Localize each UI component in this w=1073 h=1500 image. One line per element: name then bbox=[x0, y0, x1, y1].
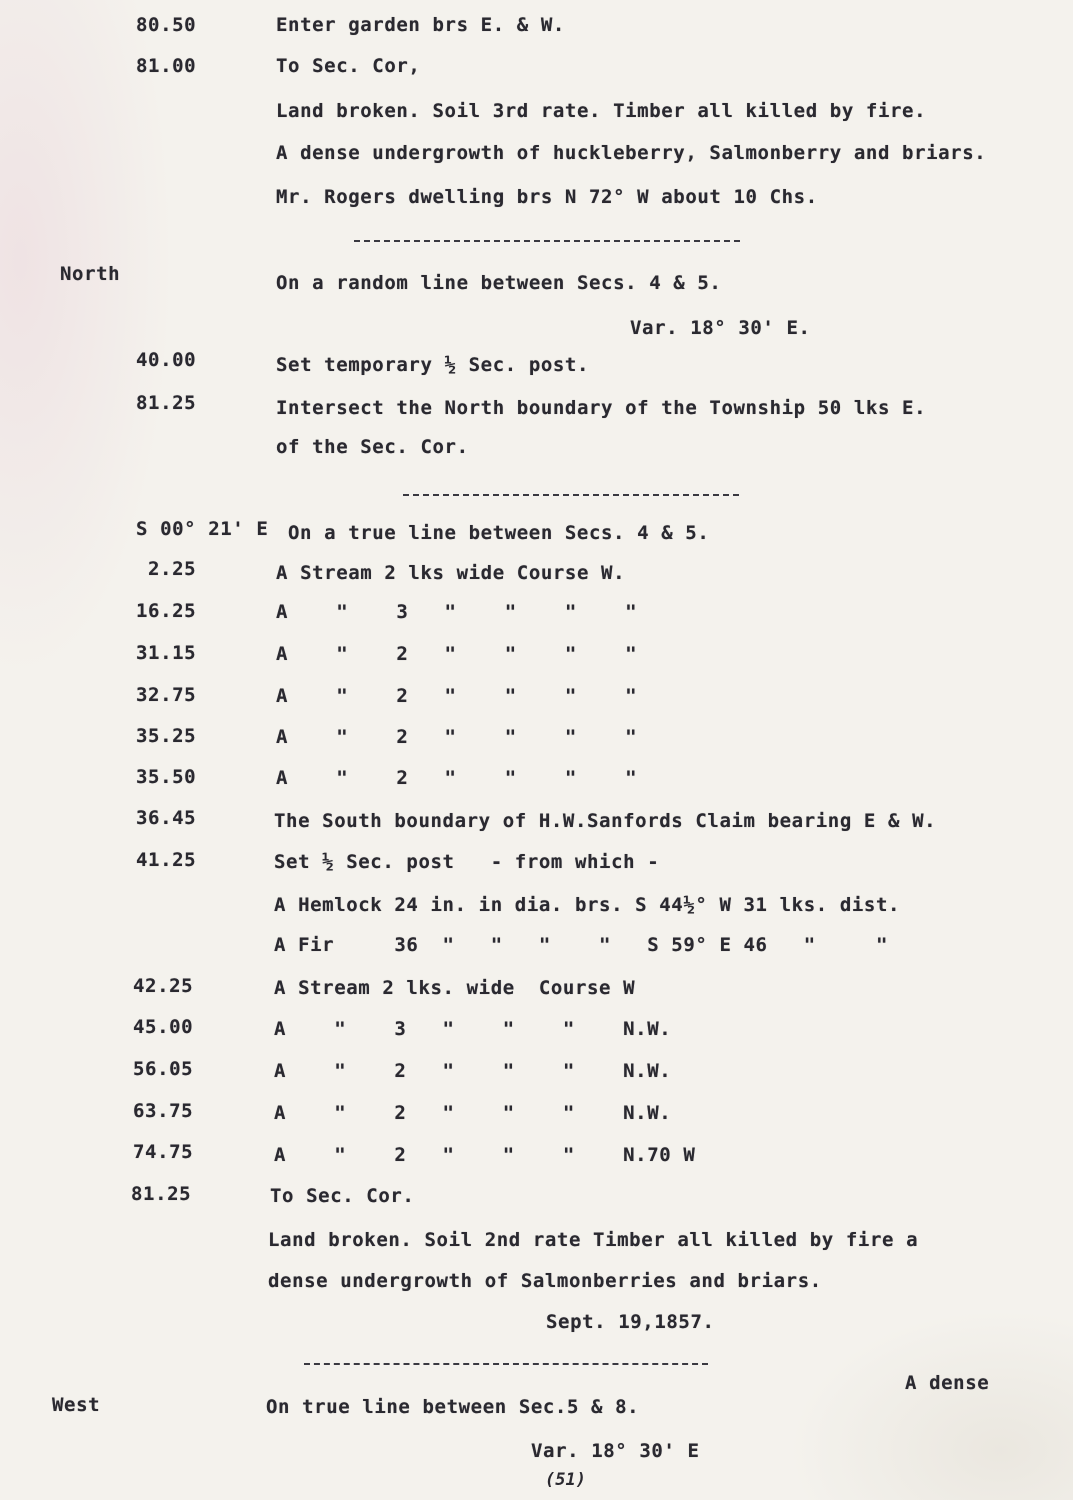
note-stream-4: A " 2 " " " " bbox=[276, 685, 638, 707]
distance-81-25-b: 81.25 bbox=[131, 1183, 192, 1205]
note-stream-6: A " 2 " " " " bbox=[276, 767, 638, 789]
divider-2 bbox=[403, 494, 739, 496]
note-undergrowth-2: dense undergrowth of Salmonberries and briars. bbox=[268, 1270, 822, 1292]
direction-west: West bbox=[52, 1394, 101, 1416]
note-land-broken-2: Land broken. Soil 2nd rate Timber all killed by fire a bbox=[268, 1229, 919, 1251]
direction-north: North bbox=[60, 263, 121, 285]
page-number: (51) bbox=[545, 1470, 586, 1490]
distance-81-25-a: 81.25 bbox=[136, 392, 197, 414]
divider-1 bbox=[354, 240, 740, 242]
note-a-dense: A dense bbox=[905, 1372, 990, 1394]
distance-41-25: 41.25 bbox=[136, 849, 197, 871]
variation-1: Var. 18° 30' E. bbox=[630, 317, 811, 339]
divider-3 bbox=[304, 1363, 708, 1365]
note-sanfords-claim: The South boundary of H.W.Sanfords Claim bearing E & W. bbox=[274, 810, 937, 832]
date-sept-19-1857: Sept. 19,1857. bbox=[546, 1311, 715, 1333]
distance-74-75: 74.75 bbox=[133, 1141, 194, 1163]
note-true-line-5-8: On true line between Sec.5 & 8. bbox=[266, 1396, 640, 1418]
note-intersect-boundary: Intersect the North boundary of the Township 50 lks E. bbox=[276, 397, 927, 419]
note-set-half-sec-post: Set ½ Sec. post - from which - bbox=[274, 851, 660, 873]
note-stream-5: A " 2 " " " " bbox=[276, 726, 638, 748]
distance-16-25: 16.25 bbox=[136, 600, 197, 622]
note-to-sec-cor: To Sec. Cor, bbox=[276, 55, 421, 77]
distance-32-75: 32.75 bbox=[136, 684, 197, 706]
note-stream-11: A " 2 " " " N.70 W bbox=[274, 1144, 696, 1166]
distance-2-25: 2.25 bbox=[148, 558, 197, 580]
note-stream-3: A " 2 " " " " bbox=[276, 643, 638, 665]
distance-35-25: 35.25 bbox=[136, 725, 197, 747]
distance-36-45: 36.45 bbox=[136, 807, 197, 829]
note-stream-8: A " 3 " " " N.W. bbox=[274, 1018, 672, 1040]
note-random-line: On a random line between Secs. 4 & 5. bbox=[276, 272, 722, 294]
distance-42-25: 42.25 bbox=[133, 975, 194, 997]
note-stream-9: A " 2 " " " N.W. bbox=[274, 1060, 672, 1082]
bearing-s-00-21-e: S 00° 21' E bbox=[136, 518, 269, 540]
distance-45-00: 45.00 bbox=[133, 1016, 194, 1038]
distance-81-00: 81.00 bbox=[136, 55, 197, 77]
note-true-line-4-5: On a true line between Secs. 4 & 5. bbox=[288, 522, 710, 544]
note-stream-1: A Stream 2 lks wide Course W. bbox=[276, 562, 626, 584]
note-stream-10: A " 2 " " " N.W. bbox=[274, 1102, 672, 1124]
note-stream-7: A Stream 2 lks. wide Course W bbox=[274, 977, 636, 999]
note-rogers-dwelling: Mr. Rogers dwelling brs N 72° W about 10 Chs. bbox=[276, 186, 818, 208]
distance-31-15: 31.15 bbox=[136, 642, 197, 664]
note-fir-bearing: A Fir 36 " " " " S 59° E 46 " " bbox=[274, 934, 888, 956]
note-stream-2: A " 3 " " " " bbox=[276, 601, 638, 623]
distance-35-50: 35.50 bbox=[136, 766, 197, 788]
distance-56-05: 56.05 bbox=[133, 1058, 194, 1080]
distance-80-50: 80.50 bbox=[136, 14, 197, 36]
note-hemlock-bearing: A Hemlock 24 in. in dia. brs. S 44½° W 31 lks. dist. bbox=[274, 894, 901, 916]
note-temporary-post: Set temporary ½ Sec. post. bbox=[276, 354, 590, 376]
note-land-broken-1: Land broken. Soil 3rd rate. Timber all killed by fire. bbox=[276, 100, 927, 122]
note-of-sec-cor: of the Sec. Cor. bbox=[276, 436, 469, 458]
note-to-sec-cor-2: To Sec. Cor. bbox=[270, 1185, 415, 1207]
distance-63-75: 63.75 bbox=[133, 1100, 194, 1122]
note-undergrowth-1: A dense undergrowth of huckleberry, Salmonberry and briars. bbox=[276, 142, 987, 164]
variation-2: Var. 18° 30' E bbox=[531, 1440, 700, 1462]
note-enter-garden: Enter garden brs E. & W. bbox=[276, 14, 565, 36]
distance-40-00: 40.00 bbox=[136, 349, 197, 371]
